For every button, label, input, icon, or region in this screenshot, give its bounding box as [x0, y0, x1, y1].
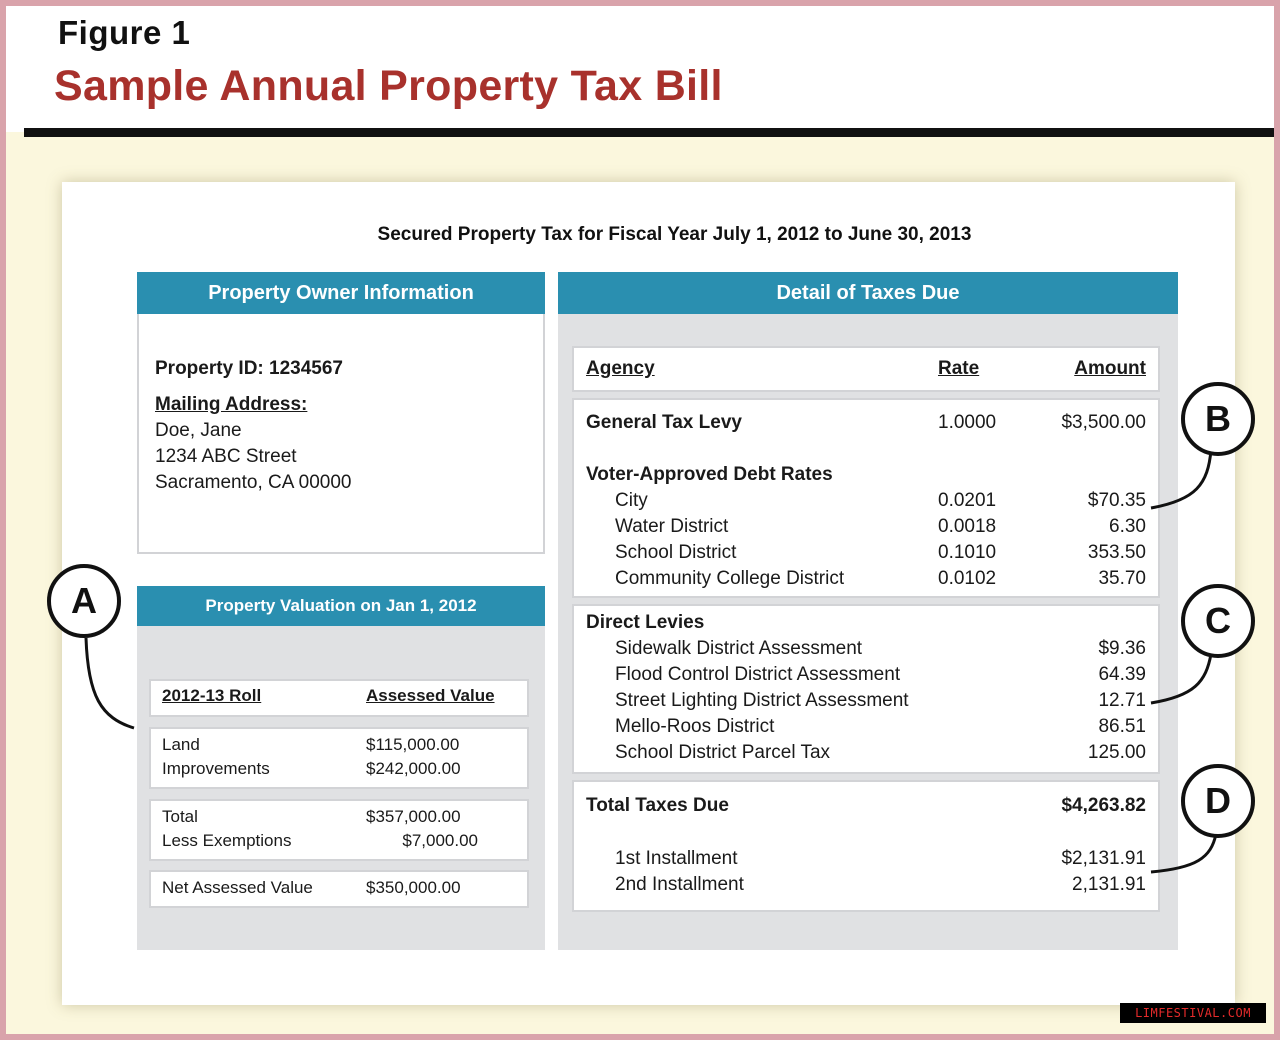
- figure-label: Figure 1: [58, 14, 191, 51]
- exemptions-label: Less Exemptions: [162, 831, 292, 850]
- voter-row-rate: 0.0102: [938, 568, 997, 589]
- net-label: Net Assessed Value: [162, 878, 313, 897]
- direct-row-amount: 12.71: [1098, 690, 1146, 711]
- callout-d: D: [1181, 764, 1255, 838]
- voter-row-amount: 35.70: [1098, 568, 1146, 589]
- voter-row-rate: 0.0201: [938, 490, 997, 511]
- col-agency: Agency: [586, 358, 655, 379]
- owner-street: 1234 ABC Street: [155, 446, 297, 467]
- callout-a: A: [47, 564, 121, 638]
- figure-title: Sample Annual Property Tax Bill: [54, 62, 723, 110]
- owner-info-header: Property Owner Information: [137, 272, 545, 314]
- general-levy-amount: $3,500.00: [1061, 412, 1146, 433]
- general-levy-rate: 1.0000: [938, 412, 997, 433]
- installment-amount: $2,131.91: [1061, 848, 1146, 869]
- callout-leader-lines: [6, 6, 1274, 1034]
- voter-row-label: Community College District: [615, 568, 845, 589]
- property-id: Property ID: 1234567: [155, 358, 343, 379]
- improvements-label: Improvements: [162, 759, 270, 778]
- direct-row-label: Mello-Roos District: [615, 716, 775, 737]
- voter-row-rate: 0.0018: [938, 516, 997, 537]
- watermark: LIMFESTIVAL.COM: [1120, 1003, 1266, 1023]
- valuation-col-roll: 2012-13 Roll: [162, 686, 262, 705]
- voter-row-label: City: [615, 490, 648, 511]
- voter-row-label: School District: [615, 542, 737, 563]
- net-value: $350,000.00: [366, 878, 461, 897]
- direct-row-amount: 125.00: [1087, 742, 1146, 763]
- col-amount: Amount: [1074, 358, 1146, 379]
- direct-row-label: School District Parcel Tax: [615, 742, 831, 763]
- total-due-label: Total Taxes Due: [586, 795, 729, 816]
- total-value: $357,000.00: [366, 807, 461, 826]
- exemptions-value: $7,000.00: [402, 831, 478, 850]
- installment-amount: 2,131.91: [1072, 874, 1146, 895]
- direct-levies-header: Direct Levies: [586, 612, 705, 633]
- fiscal-year-title: Secured Property Tax for Fiscal Year July 1, 2012 to June 30, 2013: [377, 224, 972, 245]
- total-due-amount: $4,263.82: [1061, 795, 1146, 816]
- voter-row-label: Water District: [615, 516, 729, 537]
- callout-b: B: [1181, 382, 1255, 456]
- direct-row-label: Sidewalk District Assessment: [615, 638, 863, 659]
- direct-row-label: Flood Control District Assessment: [615, 664, 901, 685]
- valuation-header: Property Valuation on Jan 1, 2012: [137, 586, 545, 626]
- direct-row-amount: $9.36: [1098, 638, 1146, 659]
- improvements-value: $242,000.00: [366, 759, 461, 778]
- leader-line-d: [1151, 834, 1216, 872]
- direct-row-amount: 86.51: [1098, 716, 1146, 737]
- mailing-address-label: Mailing Address:: [155, 394, 308, 415]
- installment-label: 2nd Installment: [615, 874, 744, 895]
- leader-line-a: [86, 638, 134, 728]
- valuation-col-value: Assessed Value: [366, 686, 495, 705]
- owner-city: Sacramento, CA 00000: [155, 472, 352, 493]
- voter-approved-header: Voter-Approved Debt Rates: [586, 464, 833, 485]
- leader-line-b: [1151, 450, 1211, 508]
- voter-row-amount: 6.30: [1109, 516, 1146, 537]
- direct-row-amount: 64.39: [1098, 664, 1146, 685]
- figure-frame: [6, 6, 1274, 1034]
- land-label: Land: [162, 735, 200, 754]
- taxes-header: Detail of Taxes Due: [558, 272, 1178, 314]
- callout-c: C: [1181, 584, 1255, 658]
- direct-row-label: Street Lighting District Assessment: [615, 690, 909, 711]
- owner-name: Doe, Jane: [155, 420, 242, 441]
- voter-row-amount: 353.50: [1087, 542, 1146, 563]
- general-levy-label: General Tax Levy: [586, 412, 742, 433]
- leader-line-c: [1151, 654, 1211, 703]
- col-rate: Rate: [938, 358, 980, 379]
- total-label: Total: [162, 807, 198, 826]
- land-value: $115,000.00: [366, 735, 460, 754]
- installment-label: 1st Installment: [615, 848, 738, 869]
- voter-row-amount: $70.35: [1087, 490, 1146, 511]
- voter-row-rate: 0.1010: [938, 542, 997, 563]
